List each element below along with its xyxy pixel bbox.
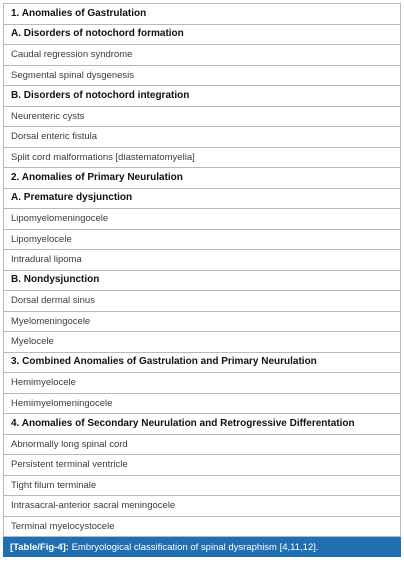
table-cell: Myelomeningocele bbox=[4, 311, 401, 332]
table-cell: Hemimyelocele bbox=[4, 373, 401, 394]
table-cell: Segmental spinal dysgenesis bbox=[4, 65, 401, 86]
table-section-header-row bbox=[4, 4, 401, 25]
table-cell: Lipomyelocele bbox=[4, 229, 401, 250]
table-cell: Tight filum terminale bbox=[4, 475, 401, 496]
table-row bbox=[4, 455, 401, 476]
table-section-header-row bbox=[4, 86, 401, 107]
table-cell: Terminal myelocystocele bbox=[4, 516, 401, 537]
table-cell: Split cord malformations [diastematomyelia] bbox=[4, 147, 401, 168]
table-section-header-row bbox=[4, 414, 401, 435]
caption-tag: [Table/Fig-4]: bbox=[10, 542, 69, 553]
table-row bbox=[4, 106, 401, 127]
table-row bbox=[4, 65, 401, 86]
table-section-header-row bbox=[4, 270, 401, 291]
table-section-header-row bbox=[4, 352, 401, 373]
table-row bbox=[4, 45, 401, 66]
table-section-header-row bbox=[4, 188, 401, 209]
table-cell: Intradural lipoma bbox=[4, 250, 401, 271]
table-row bbox=[4, 250, 401, 271]
table-row bbox=[4, 229, 401, 250]
table-row bbox=[4, 475, 401, 496]
table-cell: Lipomyelomeningocele bbox=[4, 209, 401, 230]
table-cell: Abnormally long spinal cord bbox=[4, 434, 401, 455]
classification-table-container bbox=[3, 3, 401, 557]
section-header-cell: 3. Combined Anomalies of Gastrulation and Primary Neurulation bbox=[4, 352, 401, 373]
table-row bbox=[4, 393, 401, 414]
table-row bbox=[4, 332, 401, 353]
table-cell: Dorsal enteric fistula bbox=[4, 127, 401, 148]
table-row bbox=[4, 291, 401, 312]
table-caption bbox=[3, 537, 401, 557]
table-cell: Caudal regression syndrome bbox=[4, 45, 401, 66]
table-row bbox=[4, 127, 401, 148]
table-row bbox=[4, 516, 401, 537]
table-cell: Myelocele bbox=[4, 332, 401, 353]
table-cell: Hemimyelomeningocele bbox=[4, 393, 401, 414]
table-row bbox=[4, 147, 401, 168]
section-header-cell: B. Disorders of notochord integration bbox=[4, 86, 401, 107]
table-row bbox=[4, 496, 401, 517]
section-header-cell: A. Premature dysjunction bbox=[4, 188, 401, 209]
classification-table bbox=[3, 3, 401, 537]
table-section-header-row bbox=[4, 168, 401, 189]
section-header-cell: 1. Anomalies of Gastrulation bbox=[4, 4, 401, 25]
section-header-cell: 2. Anomalies of Primary Neurulation bbox=[4, 168, 401, 189]
section-header-cell: 4. Anomalies of Secondary Neurulation and Retrogressive Differentation bbox=[4, 414, 401, 435]
section-header-cell: A. Disorders of notochord formation bbox=[4, 24, 401, 45]
section-header-cell: B. Nondysjunction bbox=[4, 270, 401, 291]
table-cell: Intrasacral-anterior sacral meningocele bbox=[4, 496, 401, 517]
table-row bbox=[4, 373, 401, 394]
table-row bbox=[4, 434, 401, 455]
table-row bbox=[4, 311, 401, 332]
caption-text: Embryological classification of spinal dysraphism [4,11,12]. bbox=[71, 542, 319, 553]
table-section-header-row bbox=[4, 24, 401, 45]
table-body bbox=[4, 4, 401, 537]
table-row bbox=[4, 209, 401, 230]
table-cell: Persistent terminal ventricle bbox=[4, 455, 401, 476]
table-cell: Neurenteric cysts bbox=[4, 106, 401, 127]
table-cell: Dorsal dermal sinus bbox=[4, 291, 401, 312]
